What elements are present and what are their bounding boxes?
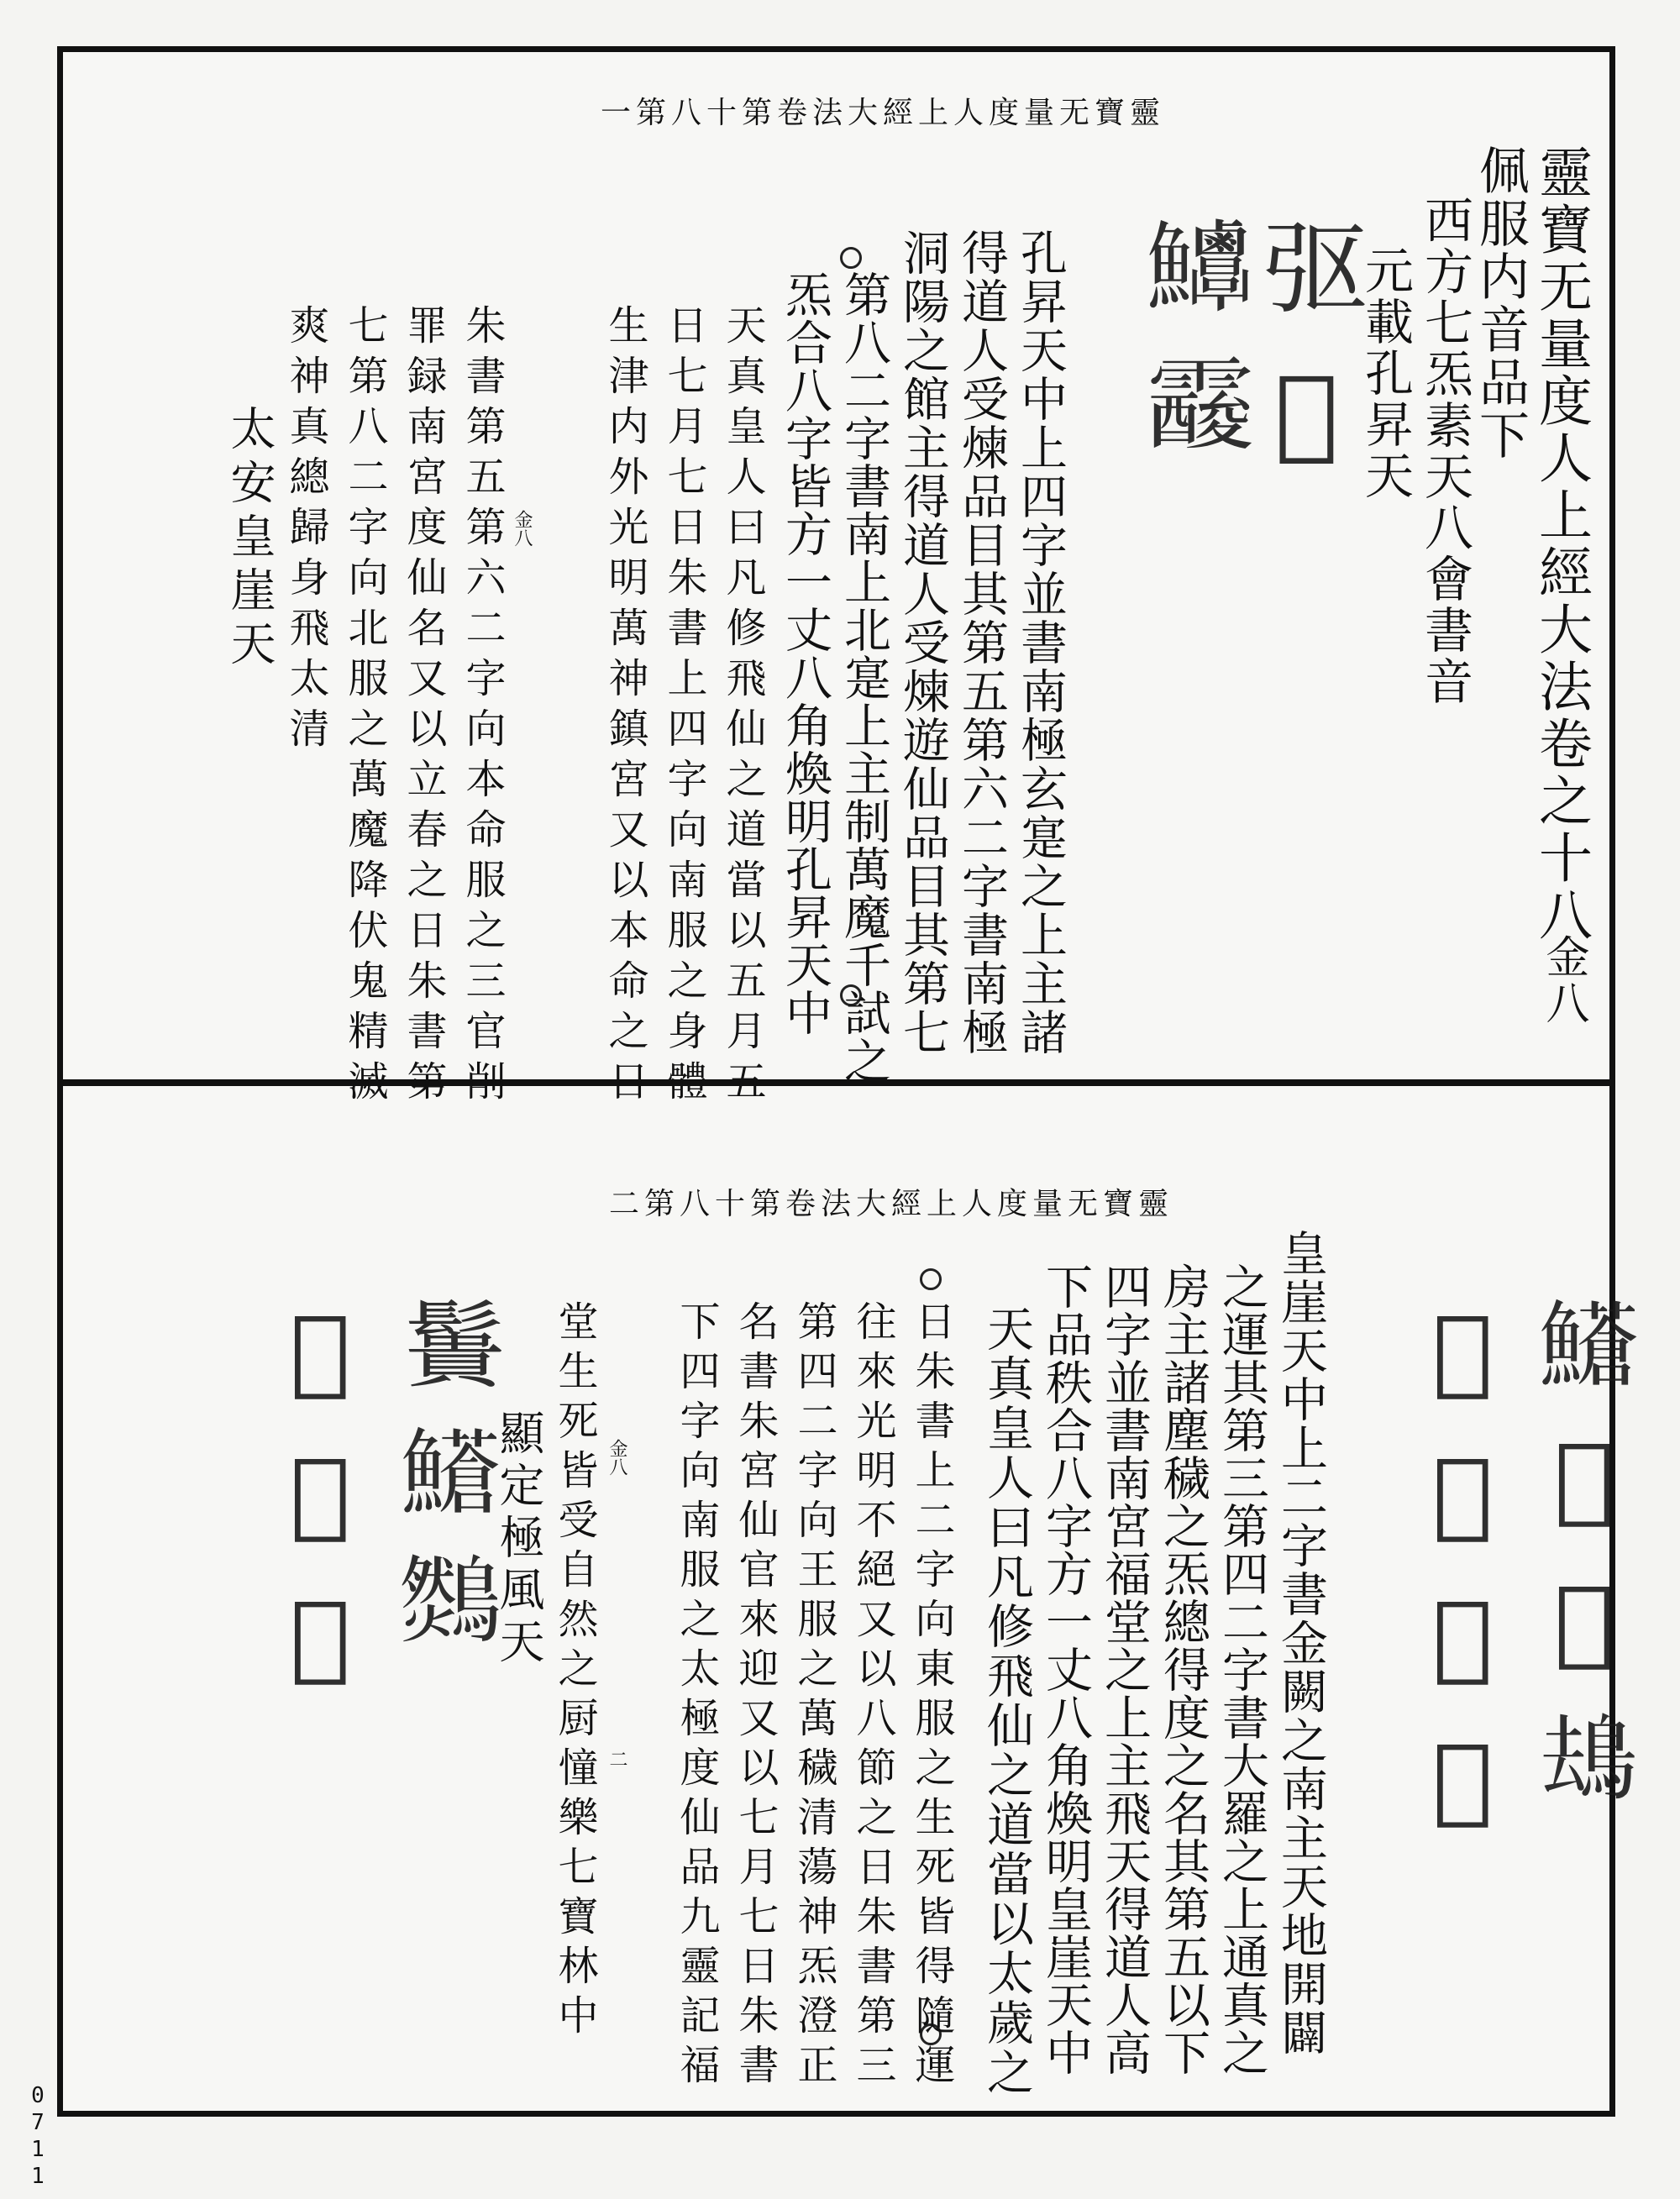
top-text-col-12: 爽神真總歸身飛太清 [282,304,329,758]
top-subtitle: 佩服内音品下 [1471,144,1530,462]
top-title: 靈寶无量度人上經大法卷之十八 [1530,144,1592,944]
top-text-col-11: 七第八二字向北服之萬魔降伏鬼精滅 [341,304,388,1110]
bottom-text-col-12: 堂生死皆受自然之厨憧樂七寶林中 [551,1300,598,2044]
top-text-col-3: 洞陽之館主得道人受煉遊仙品目其第七 [895,228,950,1057]
bottom-margin-mark-2: 二 [606,1750,627,1768]
bottom-text-col-10: 名書朱宮仙官來迎又以七月七日朱書 [732,1300,779,2093]
top-text-col-9: 朱書第五第六二字向本命服之三官削 [459,304,506,1110]
top-panel [63,52,1609,1110]
bottom-circle-mark-1 [920,1268,942,1290]
top-page-header: 靈寶无量度人上經大法卷第十八第一 [601,96,1166,130]
bottom-page-header: 靈寶无量度人上經大法卷第十八第二 [609,1187,1174,1221]
bottom-final-heading: 顯定極風天 [492,1409,545,1670]
bottom-seal-row-4: 𫕥𩼺𫊷 [261,1296,380,1724]
bottom-seal-row-1: 𩼺𫕥𫕨𩿹 [1525,1296,1644,1837]
top-text-col-5: 炁合八字皆方一丈八角煥明孔昇天中 [778,270,832,1037]
top-final-heading: 太安皇崖天 [223,405,276,674]
bottom-seal-row-3: 䰎𩼺𪆈 [387,1296,506,1679]
top-text-col-2: 得道人受煉品目其第五第六二字書南極 [954,228,1009,1057]
bottom-seal-row-2: 𪆕𫊷𩽶𩆑 [1404,1296,1522,1867]
top-sub-heading: 元載孔昇天 [1357,245,1414,501]
top-margin-mark: 金八 [512,510,533,547]
top-text-col-10: 罪録南宮度仙名又以立春之日朱書第 [400,304,447,1110]
top-text-col-6: 天真皇人曰凡修飛仙之道當以五月五 [719,304,766,1110]
bottom-text-col-1: 皇崖天中上二字書金闕之南主天地開闢 [1273,1229,1328,2057]
top-text-col-4: 第八二字書南上北寔上主制萬魔千試之 [837,270,891,1084]
top-text-col-7: 日七月七日朱書上四字向南服之身體 [660,304,707,1110]
bottom-text-col-2: 之運其第三第四二字書大羅之上通真之 [1215,1262,1269,2076]
top-seal-row-2: 𩽶𩆑 [1134,216,1260,491]
bottom-margin-mark: 金八 [606,1439,627,1476]
bottom-text-col-3: 房主諸塵穢之炁總得度之名其第五以下 [1156,1262,1210,2076]
bottom-text-col-8: 往來光明不絕又以八節之日朱書第三 [849,1300,896,2093]
top-page-mark: 金八 [1538,934,1588,1026]
top-circle-mark-1 [840,247,862,269]
bottom-text-col-11: 下四字向南服之太極度仙品九靈記福 [673,1300,720,2093]
top-heading: 西方七炁素天八會書音 [1416,195,1473,707]
bottom-text-col-5: 下品秩合八字方一丈八角煥明皇崖天中 [1038,1262,1093,2076]
top-text-col-1: 孔昇天中上四字並書南極玄寔之上主諸 [1013,228,1068,1057]
sheet-code: 0711 [25,2083,50,2191]
top-seal-row-1: 𫸩𫊷 [1243,216,1369,508]
bottom-text-col-7: 日朱書上二字向東服之生死皆得隨運 [908,1300,955,2093]
bottom-text-col-9: 第四二字向王服之萬穢清蕩神炁澄正 [790,1300,837,2093]
bottom-text-col-6: 天真皇人曰凡修飛仙之道當以太歲之 [979,1304,1034,2097]
bottom-panel [63,1086,1644,2111]
bottom-text-col-4: 四字並書南宮福堂之上主飛天得道人高 [1097,1262,1152,2076]
top-text-col-8: 生津内外光明萬神鎮宮又以本命之日 [601,304,648,1110]
